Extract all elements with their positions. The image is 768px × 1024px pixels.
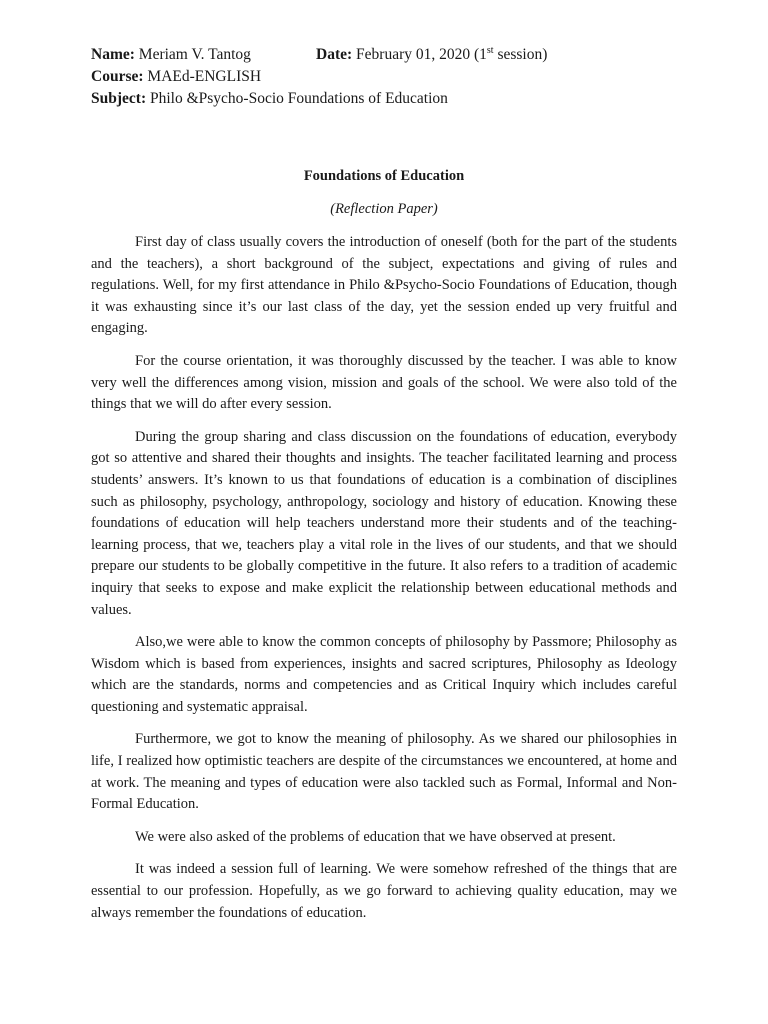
paragraph: It was indeed a session full of learning. We were somehow refreshed of the things that are essential to our profession. Hopefully, as we go forward to achieving quality education, may we always remember the foundations of education.: [91, 861, 677, 921]
paragraph: During the group sharing and class discussion on the foundations of education, everybody got so attentive and shared their thoughts and insights. The teacher facilitated learning and process students’ answers. It’s known to us that foundations of education is a combination of disciplines such as philosophy, psychology, anthropology, sociology and history of education. Knowing these foundations of education will help teachers understand more their students and of the teaching-learning process, that we, teachers play a vital role in the lives of our students, and that we should prepare our students to be globally competitive in the future. It also refers to a tradition of academic inquiry that seeks to expose and make explicit the relationship between educational methods and values.: [91, 428, 677, 618]
date-block: [316, 44, 547, 66]
name-label: Name:: [91, 46, 135, 63]
subject-value: Philo &Psycho-Socio Foundations of Education: [149, 90, 448, 107]
date-value-prefix: February 01, 2020 (1: [356, 46, 487, 63]
course-label: Course:: [91, 68, 144, 85]
document-header: [91, 44, 691, 110]
course-value: MAEd-ENGLISH: [147, 68, 262, 85]
name-value: Meriam V. Tantog: [138, 46, 251, 63]
date-value-sup: st: [486, 44, 494, 56]
date-value-suffix: session): [493, 46, 548, 63]
paragraph: First day of class usually covers the introduction of oneself (both for the part of the students and the teachers), a short background of the subject, expectations and giving of rules and regulations. Well, for my first attendance in Philo &Psycho-Socio Foundations of Education, though it was exhausting since it’s our last class of the day, yet the session ended up very fruitful and engaging.: [91, 234, 677, 337]
subject-line: [91, 88, 691, 110]
paragraph: Also,we were able to know the common concepts of philosophy by Passmore; Philosophy as Wisdom which is based from experiences, insights and sacred scriptures, Philosophy as Ideology which are the standards, norms and competencies and as Critical Inquiry which includes careful questioning and systematic appraisal.: [91, 634, 677, 715]
paragraph: Furthermore, we got to know the meaning of philosophy. As we shared our philosophies in life, I realized how optimistic teachers are despite of the circumstances we encountered, at home and at work. The meaning and types of education were also tackled such as Formal, Informal and Non-Formal Education.: [91, 731, 677, 813]
name-date-line: [91, 44, 691, 66]
paragraph: We were also asked of the problems of education that we have observed at present.: [135, 828, 616, 845]
paragraph: For the course orientation, it was thoroughly discussed by the teacher. I was able to know very well the differences among vision, mission and goals of the school. We were also told of the things that we will do after every session.: [91, 352, 677, 413]
document-title: Foundations of Education: [303, 168, 465, 184]
document-subtitle: (Reflection Paper): [330, 201, 438, 217]
date-label: Date:: [316, 46, 353, 63]
document-body: [91, 232, 677, 935]
course-line: [91, 66, 691, 88]
subject-label: Subject:: [91, 90, 147, 107]
